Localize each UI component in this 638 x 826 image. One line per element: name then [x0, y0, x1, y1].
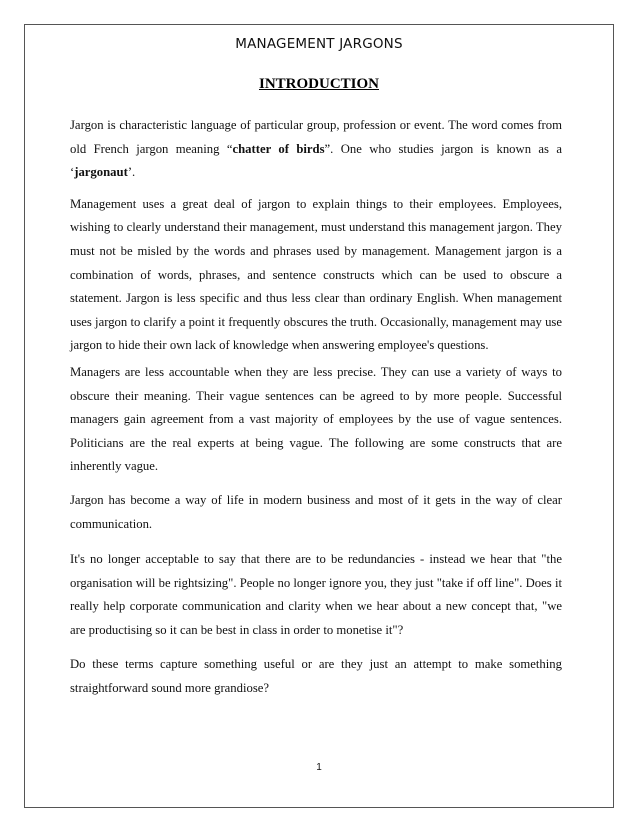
paragraph-text: ”. One who studies jargon is known as a ‘: [70, 141, 562, 180]
paragraph-redundancies: It's no longer acceptable to say that there are to be redundancies - instead we hear that "the organisation will be rightsizing". People no longer ignore you, they just "take if off line". Does it really help corporate communication and clarity when we hear about a new concept that, "we are productising so it can be best in class in order to monetise it"?: [70, 552, 562, 637]
document-body: [70, 114, 562, 713]
paragraph-management-jargon: Management uses a great deal of jargon to explain things to their employees. Employees, wishing to clearly understand their management, must understand this management jargon. They must not be misled by the words and phrases used by management. Management jargon is a combination of words, phrases, and sentence constructs which can be used to obscure a statement. Jargon is less specific and thus less clear than ordinary English. When management uses jargon to clarify a point it frequently obscures the truth. Occasionally, management may use jargon to hide their own lack of knowledge when answering employee's questions.: [70, 196, 562, 353]
paragraph-way-of-life: Jargon has become a way of life in modern business and most of it gets in the way of clear communication.: [70, 492, 562, 531]
paragraph-jargon-definition: [70, 114, 562, 185]
paragraph-text: Jargon is characteristic language of particular group, profession or event. The word comes from old French jargon meaning “: [70, 118, 562, 156]
page-header-title: MANAGEMENT JARGONS: [235, 36, 403, 52]
paragraph-managers-accountability: Managers are less accountable when they are less precise. They can use a variety of ways to obscure their meaning. Their vague sentences can be agreed to by more people. Successful managers gain agreement from a vast majority of employees by the use of vague sentences. Politicians are the real experts at being vague. The following are some constructs that are inherently vague.: [70, 364, 562, 474]
paragraph-text: ’.: [127, 165, 136, 180]
bold-term-chatter-of-birds: chatter of birds: [232, 141, 325, 156]
bold-term-jargonaut: jargonaut: [74, 165, 128, 180]
paragraph-closing-question: Do these terms capture something useful or are they just an attempt to make something straightforward sound more grandiose?: [70, 657, 562, 696]
section-heading-text: INTRODUCTION: [258, 76, 379, 92]
section-heading: [0, 76, 638, 93]
page-number: 1: [316, 762, 322, 773]
